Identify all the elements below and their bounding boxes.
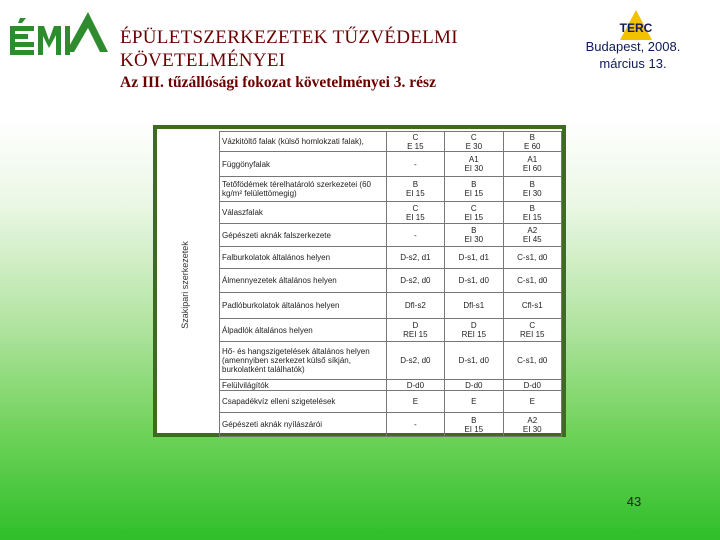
row-label: Falburkolatok általános helyen: [220, 247, 387, 269]
table-row: [220, 293, 562, 319]
row-value: C E 15: [386, 132, 444, 152]
table-row: [220, 413, 562, 437]
emi-logo-icon: [8, 8, 108, 60]
row-value: A2 EI 45: [503, 224, 561, 247]
row-value: D REI 15: [445, 319, 503, 342]
row-label: Tetőfödémek térelhatároló szerkezetei (60 kg/m² felülettömegig): [220, 177, 387, 202]
row-value: D-s2, d1: [386, 247, 444, 269]
row-value: B EI 30: [503, 177, 561, 202]
date-place: [568, 38, 698, 72]
side-label-text: Szakipari szerkezetek: [180, 241, 191, 329]
row-label: Függönyfalak: [220, 152, 387, 177]
table-row: [220, 391, 562, 413]
row-value: D-d0: [445, 380, 503, 391]
place-line-2: március 13.: [599, 56, 667, 71]
row-value: C EI 15: [386, 202, 444, 224]
table-row: [220, 202, 562, 224]
row-value: -: [386, 152, 444, 177]
terc-logo-text: TERC: [619, 21, 653, 35]
row-value: C-s1, d0: [503, 269, 561, 293]
table-row: [220, 319, 562, 342]
table-row: [220, 380, 562, 391]
row-value: D-s1, d0: [445, 269, 503, 293]
row-value: D-s1, d1: [445, 247, 503, 269]
row-value: A1 EI 30: [445, 152, 503, 177]
row-value: C EI 15: [445, 202, 503, 224]
row-value: Cfl-s1: [503, 293, 561, 319]
row-label: Felülvilágítók: [220, 380, 387, 391]
emi-logo: [8, 8, 108, 60]
row-value: Dfl-s1: [445, 293, 503, 319]
row-value: C-s1, d0: [503, 247, 561, 269]
place-line-1: Budapest, 2008.: [585, 39, 681, 54]
row-value: D-s1, d0: [445, 342, 503, 380]
row-value: E: [445, 391, 503, 413]
row-value: Dfl-s2: [386, 293, 444, 319]
row-value: C E 30: [445, 132, 503, 152]
row-value: A1 EI 60: [503, 152, 561, 177]
row-label: Álpadlók általános helyen: [220, 319, 387, 342]
table-row: [220, 247, 562, 269]
row-value: C REI 15: [503, 319, 561, 342]
row-value: B EI 15: [503, 202, 561, 224]
table-row: [220, 177, 562, 202]
table-row: [220, 342, 562, 380]
row-value: D-s2, d0: [386, 342, 444, 380]
row-label: Hő- és hangszigetelések általános helyen (amennyiben szerkezet külső síkján, burkolatként találhatók): [220, 342, 387, 380]
row-label: Gépészeti aknák falszerkezete: [220, 224, 387, 247]
row-value: D-d0: [386, 380, 444, 391]
row-value: B EI 15: [445, 413, 503, 437]
row-value: B E 60: [503, 132, 561, 152]
page-subtitle: Az III. tűzállósági fokozat követelményei 3. rész: [120, 74, 436, 91]
table-row: [220, 132, 562, 152]
row-label: Csapadékvíz elleni szigetelések: [220, 391, 387, 413]
row-value: D REI 15: [386, 319, 444, 342]
side-label: [175, 137, 195, 433]
row-value: E: [503, 391, 561, 413]
requirements-table: [219, 131, 562, 437]
row-value: E: [386, 391, 444, 413]
row-value: B EI 15: [386, 177, 444, 202]
row-value: B EI 30: [445, 224, 503, 247]
row-value: C-s1, d0: [503, 342, 561, 380]
table-row: [220, 224, 562, 247]
row-value: -: [386, 224, 444, 247]
row-value: D-s2, d0: [386, 269, 444, 293]
page-title: ÉPÜLETSZERKEZETEK TŰZVÉDELMI KÖVETELMÉNYEI: [120, 27, 458, 71]
row-label: Vázkitöltő falak (külső homlokzati falak),: [220, 132, 387, 152]
row-value: -: [386, 413, 444, 437]
table-row: [220, 269, 562, 293]
row-value: A2 EI 30: [503, 413, 561, 437]
requirements-table-frame: [153, 125, 566, 437]
row-label: Válaszfalak: [220, 202, 387, 224]
row-label: Álmennyezetek általános helyen: [220, 269, 387, 293]
row-value: D-d0: [503, 380, 561, 391]
page-number: 43: [626, 494, 642, 509]
row-label: Padlóburkolatok általános helyen: [220, 293, 387, 319]
row-value: B EI 15: [445, 177, 503, 202]
row-label: Gépészeti aknák nyílászárói: [220, 413, 387, 437]
table-row: [220, 152, 562, 177]
